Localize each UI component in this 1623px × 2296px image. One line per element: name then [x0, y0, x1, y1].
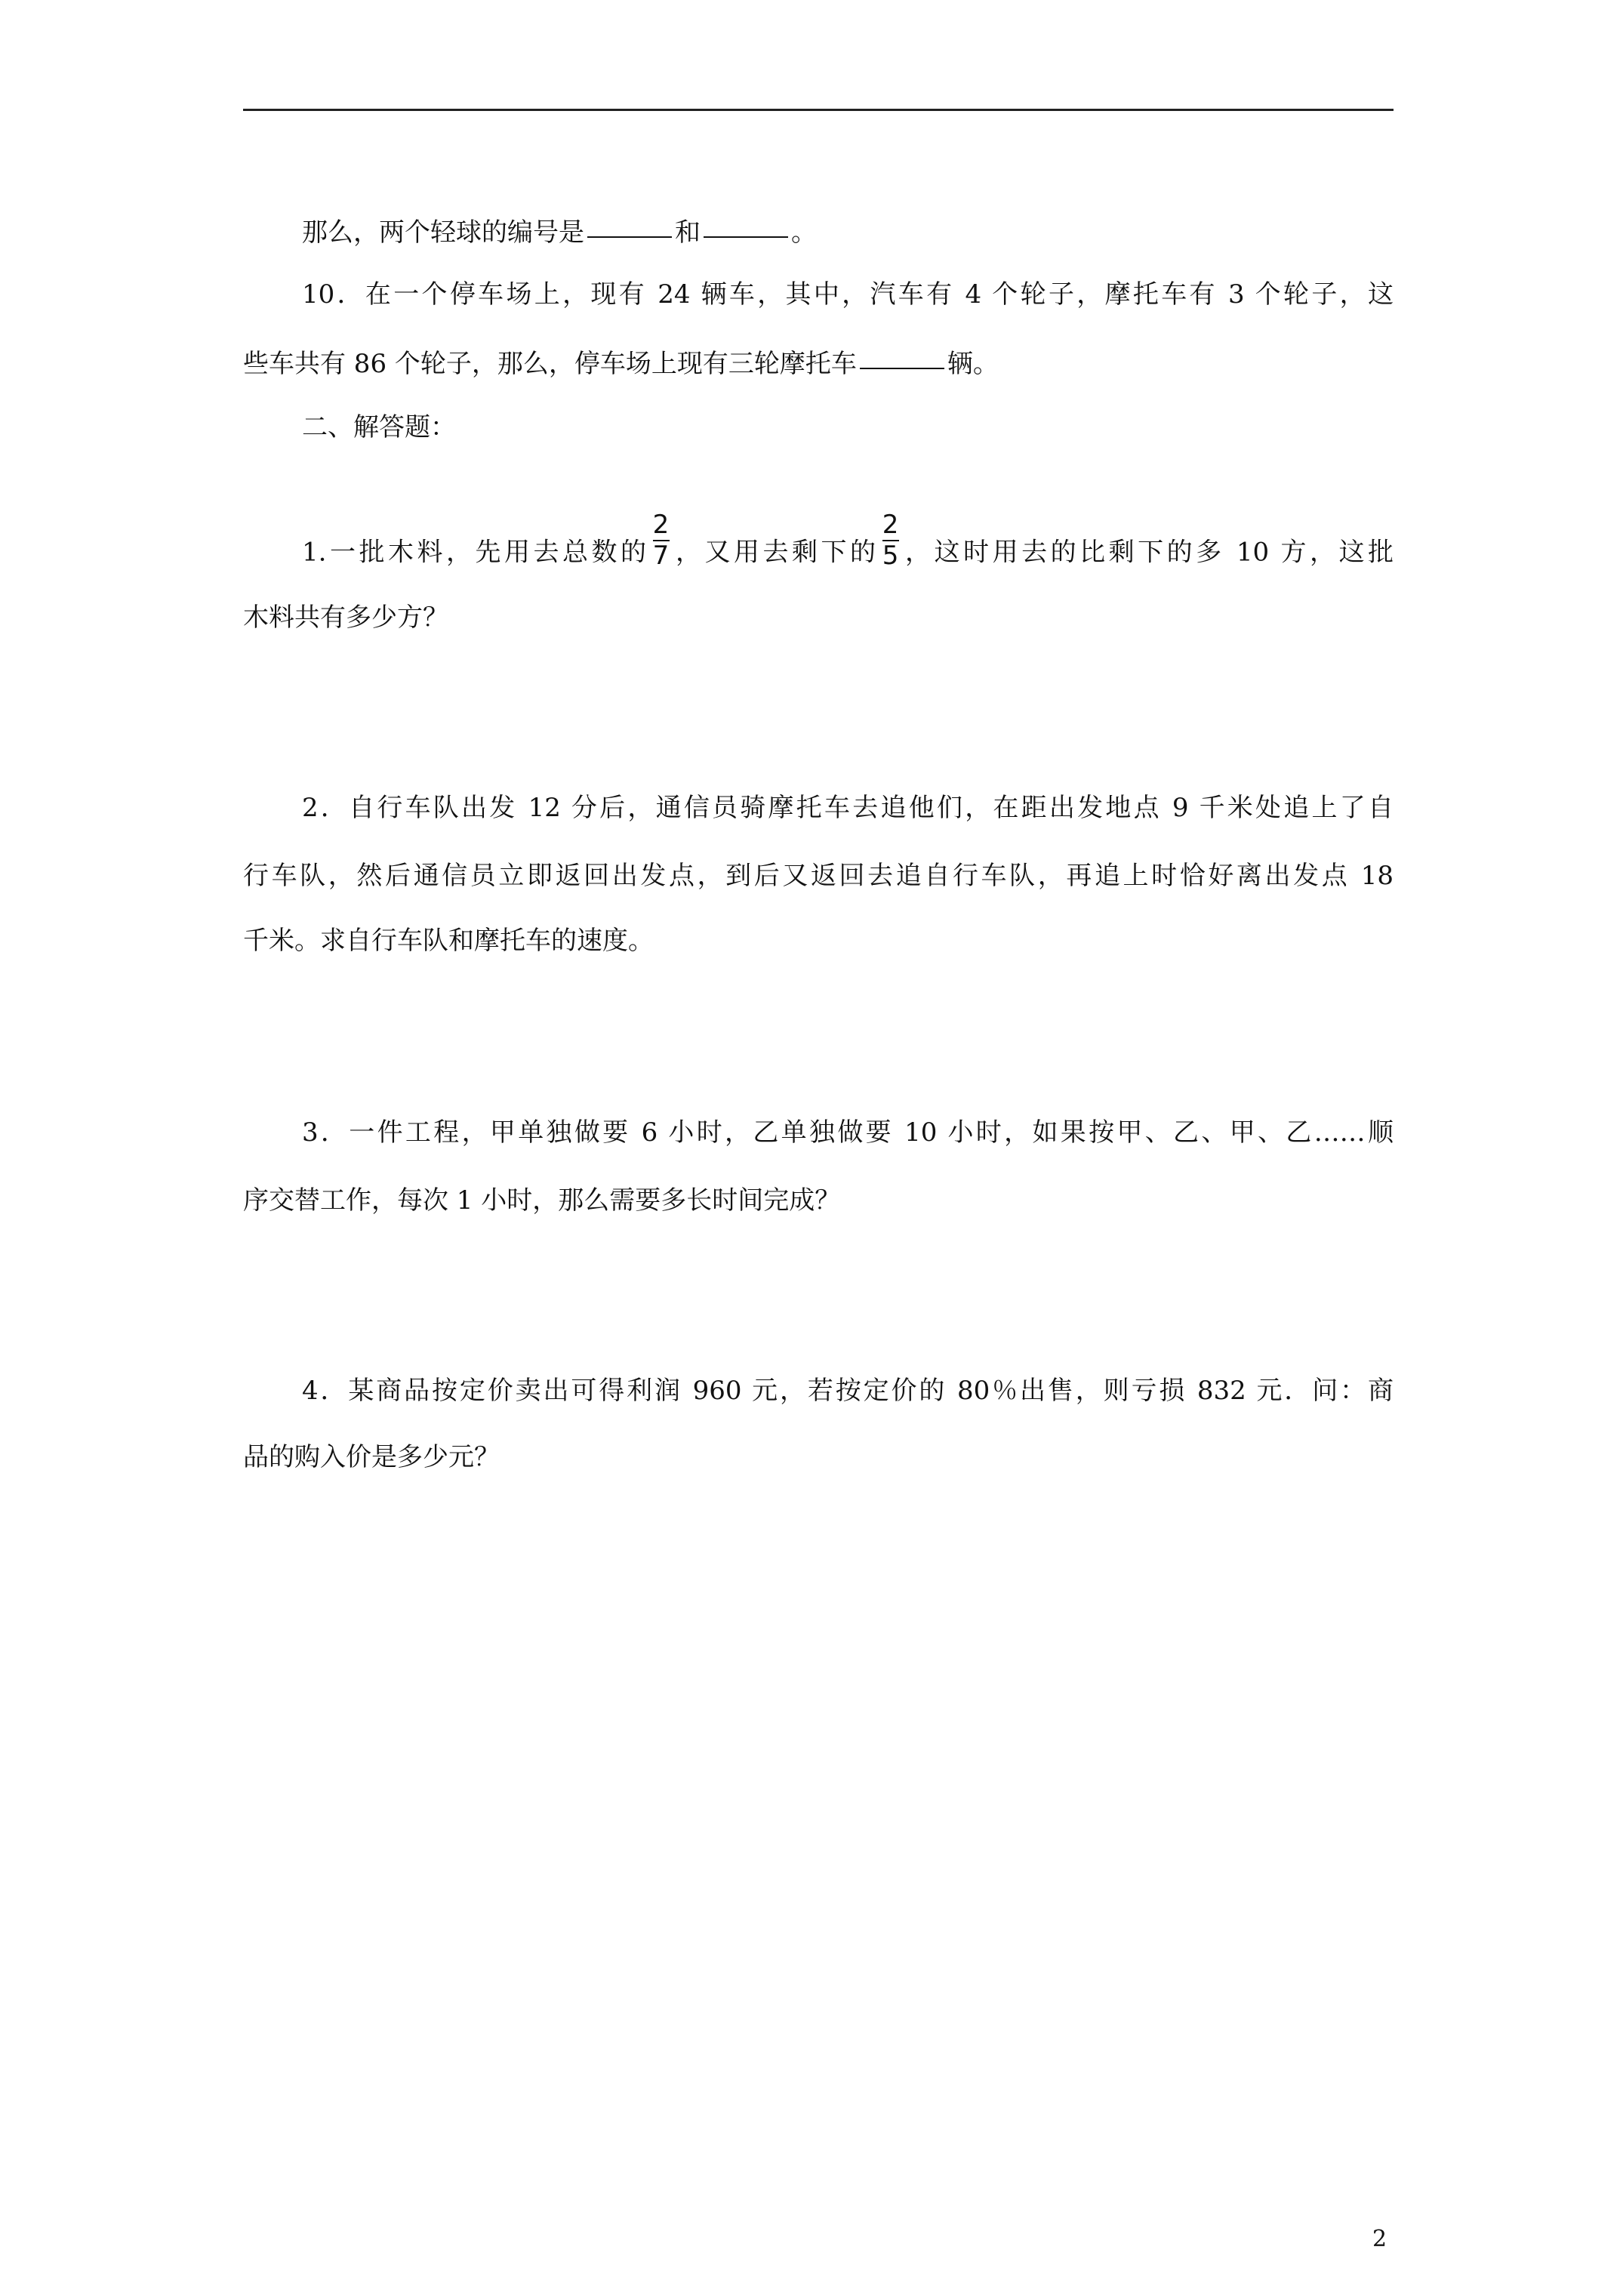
question10-text-before: 些车共有 86 个轮子，那么，停车场上现有三轮摩托车: [243, 349, 857, 379]
fraction-two-sevenths: [653, 512, 670, 569]
question9-text-before: 那么，两个轻球的编号是: [302, 217, 584, 248]
question9-text-after: 。: [791, 217, 817, 248]
question9-connector: 和: [675, 217, 701, 248]
fraction-two-fifths: [882, 512, 899, 569]
problem2-line3: 千米。求自行车队和摩托车的速度。: [243, 926, 654, 956]
section2-heading: 二、解答题：: [302, 412, 456, 442]
answer-blank-1[interactable]: [587, 236, 672, 238]
answer-blank-2[interactable]: [704, 236, 788, 238]
problem1-part1: 1.一批木料，先用去总数的: [302, 537, 650, 568]
question10-line2: [243, 346, 1394, 382]
fraction1-denominator: 7: [652, 541, 670, 571]
question9-answer-line: [302, 214, 1394, 251]
fraction1-numerator: 2: [652, 510, 670, 540]
problem1-line2: 木料共有多少方？: [243, 603, 448, 633]
problem2-line2: 行车队，然后通信员立即返回出发点，到后又返回去追自行车队，再追上时恰好离出发点 18: [243, 861, 1394, 891]
header-rule: [243, 109, 1394, 111]
question10-line1: 10．在一个停车场上，现有 24 辆车，其中，汽车有 4 个轮子，摩托车有 3 个轮子，这: [302, 279, 1394, 310]
answer-blank-3[interactable]: [860, 367, 944, 369]
fraction2-numerator: 2: [882, 510, 899, 540]
problem3-line1: 3．一件工程，甲单独做要 6 小时，乙单独做要 10 小时，如果按甲、乙、甲、乙……顺: [302, 1117, 1394, 1148]
fraction2-denominator: 5: [882, 541, 899, 571]
problem4-line1: 4．某商品按定价卖出可得利润 960 元，若按定价的 80％出售，则亏损 832 元．问：商: [302, 1376, 1394, 1406]
problem4-line2: 品的购入价是多少元？: [243, 1442, 500, 1472]
problem2-line1: 2．自行车队出发 12 分后，通信员骑摩托车去追他们，在距出发地点 9 千米处追上了自: [302, 793, 1394, 823]
page-number: 2: [1372, 2226, 1387, 2252]
problem3-line2: 序交替工作，每次 1 小时，那么需要多长时间完成？: [243, 1185, 841, 1216]
problem1-part3: ，这时用去的比剩下的多 10 方，这批: [901, 537, 1394, 568]
problem1-line1: [302, 510, 1394, 582]
question10-text-after: 辆。: [947, 349, 999, 379]
problem1-part2: ，又用去剩下的: [672, 537, 879, 568]
